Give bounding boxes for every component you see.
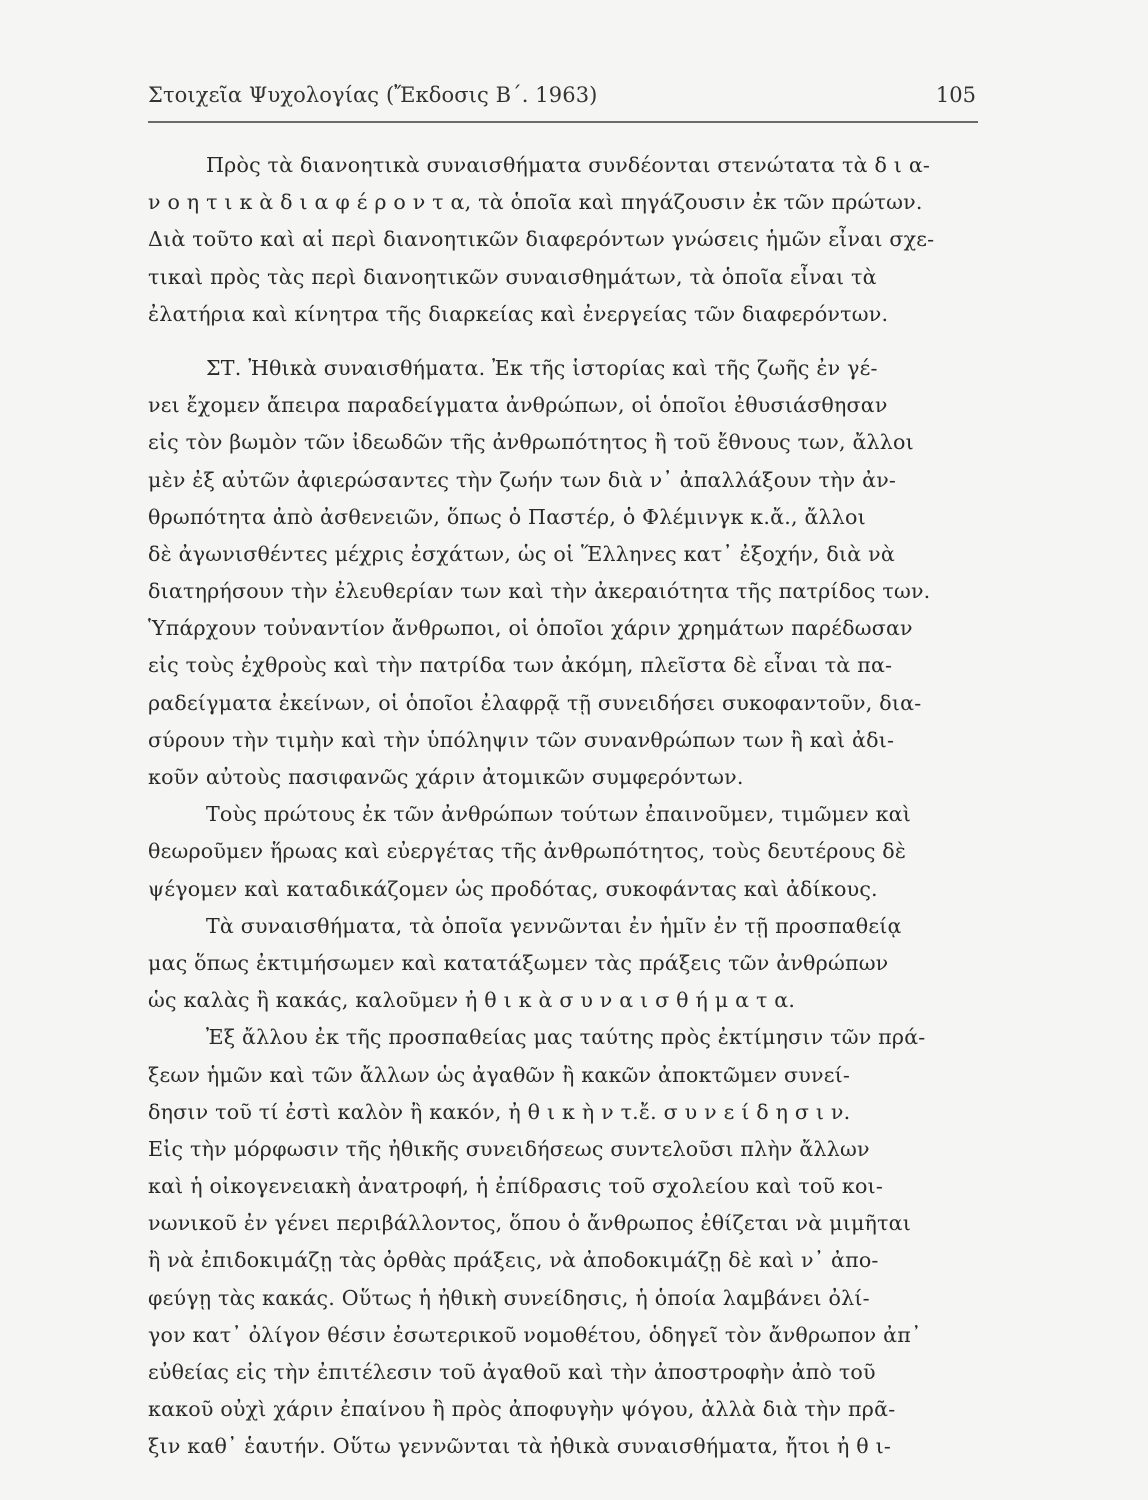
text-line: εἰς τοὺς ἐχθροὺς καὶ τὴν πατρίδα των ἀκόμη, πλεῖστα δὲ εἶναι τὰ πα- <box>148 653 893 678</box>
text-line: μας ὅπως ἐκτιμήσωμεν καὶ κατατάξωμεν τὰς πράξεις τῶν ἀνθρώπων <box>148 950 889 975</box>
text-line: θεωροῦμεν ἥρωας καὶ εὐεργέτας τῆς ἀνθρωπότητος, τοὺς δευτέρους δὲ <box>148 839 907 864</box>
text-line: εὐθείας εἰς τὴν ἐπιτέλεσιν τοῦ ἀγαθοῦ καὶ τὴν ἀποστροφὴν ἀπὸ τοῦ <box>148 1360 876 1384</box>
text-line: Τὰ συναισθήματα, τὰ ὁποῖα γεννῶνται ἐν ἡμῖν ἐν τῇ προσπαθείᾳ <box>206 913 902 938</box>
text-line: Ὑπάρχουν τοὐναντίον ἄνθρωποι, οἱ ὁποῖοι χάριν χρημάτων παρέδωσαν <box>148 616 913 641</box>
text-line: ἐλατήρια καὶ κίνητρα τῆς διαρκείας καὶ ἐνεργείας τῶν διαφερόντων. <box>148 301 889 326</box>
body-text <box>148 147 978 1466</box>
text-line: σύρουν τὴν τιμὴν καὶ τὴν ὑπόληψιν τῶν συνανθρώπων των ἢ καὶ ἀδι- <box>148 727 895 752</box>
text-line: ξιν καθ᾽ ἑαυτήν. Οὕτω γεννῶνται τὰ ἠθικὰ συναισθήματα, ἤτοι ἠ θ ι- <box>148 1434 892 1459</box>
text-line: Διὰ τοῦτο καὶ αἱ περὶ διανοητικῶν διαφερόντων γνώσεις ἡμῶν εἶναι σχε- <box>148 227 935 252</box>
text-line: διατηρήσουν τὴν ἐλευθερίαν των καὶ τὴν ἀκεραιότητα τῆς πατρίδος των. <box>148 579 931 604</box>
running-title: Στοιχεῖα Ψυχολογίας (Ἔκδοσις Β΄. 1963) <box>148 83 598 107</box>
text-line: Πρὸς τὰ διανοητικὰ συναισθήματα συνδέονται στενώτατα τὰ δ ι α- <box>206 153 931 177</box>
running-header <box>148 83 978 123</box>
text-line: φεύγῃ τὰς κακάς. Οὕτως ἡ ἠθικὴ συνείδησις, ἡ ὁποία λαμβάνει ὀλί- <box>148 1285 870 1310</box>
text-line: Τοὺς πρώτους ἐκ τῶν ἀνθρώπων τούτων ἐπαινοῦμεν, τιμῶμεν καὶ <box>206 802 912 827</box>
header-rule <box>148 121 978 123</box>
text-line: ΣΤ. Ἠθικὰ συναισθήματα. Ἐκ τῆς ἱστορίας καὶ τῆς ζωῆς ἐν γέ- <box>206 355 878 380</box>
text-line: ραδείγματα ἐκείνων, οἱ ὁποῖοι ἐλαφρᾷ τῇ συνειδήσει συκοφαντοῦν, δια- <box>148 690 922 715</box>
text-line: τικαὶ πρὸς τὰς περὶ διανοητικῶν συναισθημάτων, τὰ ὁποῖα εἶναι τὰ <box>148 264 877 289</box>
text-line: ξεων ἡμῶν καὶ τῶν ἄλλων ὡς ἀγαθῶν ἢ κακῶν ἀποκτῶμεν συνεί- <box>148 1062 851 1087</box>
text-line: Ἐξ ἄλλου ἐκ τῆς προσπαθείας μας ταύτης πρὸς ἐκτίμησιν τῶν πρά- <box>206 1025 926 1050</box>
text-line: δησιν τοῦ τί ἐστὶ καλὸν ἢ κακόν, ἠ θ ι κ ὴ ν τ.ἔ. σ υ ν ε ί δ η σ ι ν. <box>148 1099 851 1124</box>
text-line: νωνικοῦ ἐν γένει περιβάλλοντος, ὅπου ὁ ἄνθρωπος ἐθίζεται νὰ μιμῆται <box>148 1211 912 1236</box>
text-line: κακοῦ οὐχὶ χάριν ἐπαίνου ἢ πρὸς ἀποφυγὴν ψόγου, ἀλλὰ διὰ τὴν πρᾶ- <box>148 1397 896 1422</box>
text-line: ν ο η τ ι κ ὰ δ ι α φ έ ρ ο ν τ α, τὰ ὁποῖα καὶ πηγάζουσιν ἐκ τῶν πρώτων. <box>148 190 923 215</box>
text-line: καὶ ἡ οἰκογενειακὴ ἀνατροφή, ἡ ἐπίδρασις τοῦ σχολείου καὶ τοῦ κοι- <box>148 1174 883 1199</box>
text-line: κοῦν αὐτοὺς πασιφανῶς χάριν ἀτομικῶν συμφερόντων. <box>148 765 744 789</box>
text-line: μὲν ἐξ αὐτῶν ἀφιερώσαντες τὴν ζωήν των διὰ ν᾽ ἀπαλλάξουν τὴν ἀν- <box>148 467 897 492</box>
page-number: 105 <box>935 83 976 107</box>
text-line: ὡς καλὰς ἢ κακάς, καλοῦμεν ἠ θ ι κ ὰ σ υ ν α ι σ θ ή μ α τ α. <box>148 988 796 1013</box>
text-line: δὲ ἀγωνισθέντες μέχρις ἐσχάτων, ὡς οἱ Ἕλληνες κατ᾽ ἐξοχήν, διὰ νὰ <box>148 541 895 566</box>
text-line: νει ἔχομεν ἄπειρα παραδείγματα ἀνθρώπων, οἱ ὁποῖοι ἐθυσιάσθησαν <box>148 393 888 418</box>
text-line: ἢ νὰ ἐπιδοκιμάζῃ τὰς ὀρθὰς πράξεις, νὰ ἀποδοκιμάζῃ δὲ καὶ ν᾽ ἀπο- <box>148 1248 879 1273</box>
text-line: γον κατ᾽ ὀλίγον θέσιν ἐσωτερικοῦ νομοθέτου, ὁδηγεῖ τὸν ἄνθρωπον ἀπ᾽ <box>148 1322 922 1347</box>
text-line: ψέγομεν καὶ καταδικάζομεν ὡς προδότας, συκοφάντας καὶ ἀδίκους. <box>148 876 878 901</box>
text-line: εἰς τὸν βωμὸν τῶν ἰδεωδῶν τῆς ἀνθρωπότητος ἢ τοῦ ἔθνους των, ἄλλοι <box>148 430 914 455</box>
text-line: θρωπότητα ἀπὸ ἀσθενειῶν, ὅπως ὁ Παστέρ, ὁ Φλέμινγκ κ.ἄ., ἄλλοι <box>148 504 866 529</box>
text-line: Εἰς τὴν μόρφωσιν τῆς ἠθικῆς συνειδήσεως συντελοῦσι πλὴν ἄλλων <box>148 1136 870 1161</box>
